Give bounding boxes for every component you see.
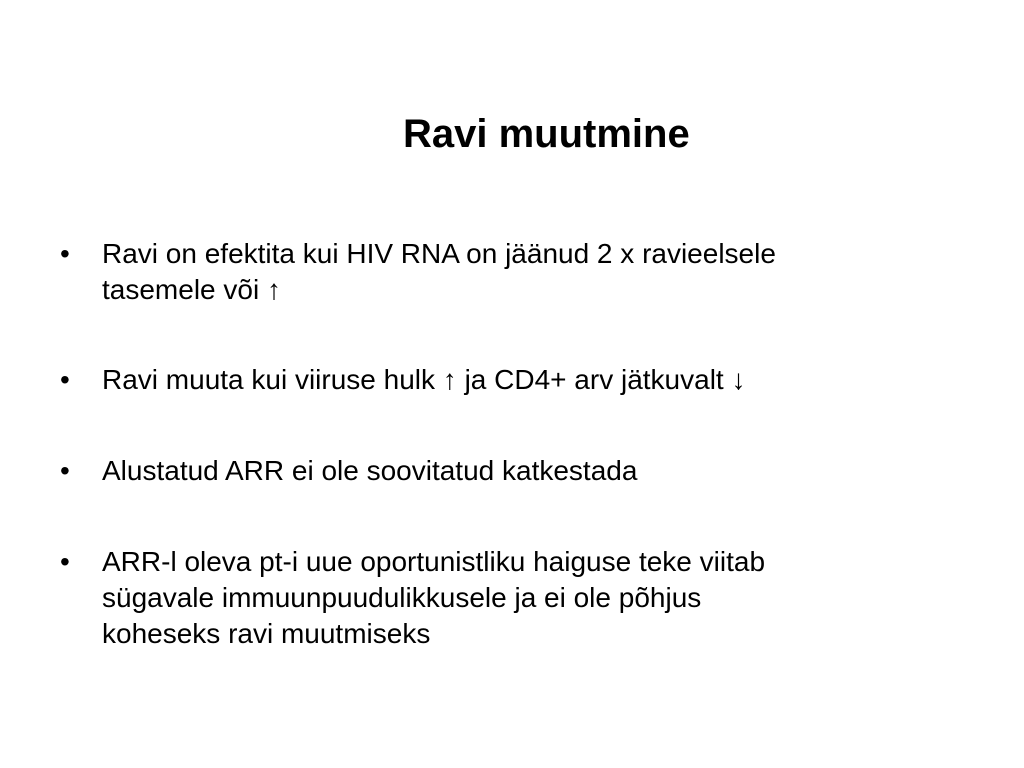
bullet-line: Ravi on efektita kui HIV RNA on jäänud 2 x ravieelsele (102, 238, 776, 269)
bullet-line: tasemele või ↑ (102, 274, 281, 305)
bullet-text (102, 544, 952, 652)
bullet-marker: • (60, 238, 70, 269)
bullet-line: ARR-l oleva pt-i uue oportunistliku haiguse teke viitab (102, 546, 766, 577)
bullet-line: Alustatud ARR ei ole soovitatud katkestada (102, 455, 638, 486)
bullet-marker: • (60, 546, 70, 577)
bullet-line: koheseks ravi muutmiseks (102, 618, 431, 649)
bullet-line: Ravi muuta kui viiruse hulk ↑ ja CD4+ arv jätkuvalt ↓ (102, 364, 746, 395)
bullet-text (102, 453, 952, 489)
bullet-text (102, 236, 952, 308)
slide-title: Ravi muutmine (403, 112, 690, 156)
bullet-text (102, 362, 952, 398)
bullet-marker: • (60, 364, 70, 395)
bullet-marker: • (60, 455, 70, 486)
bullet-line: sügavale immuunpuudulikkusele ja ei ole põhjus (102, 582, 702, 613)
